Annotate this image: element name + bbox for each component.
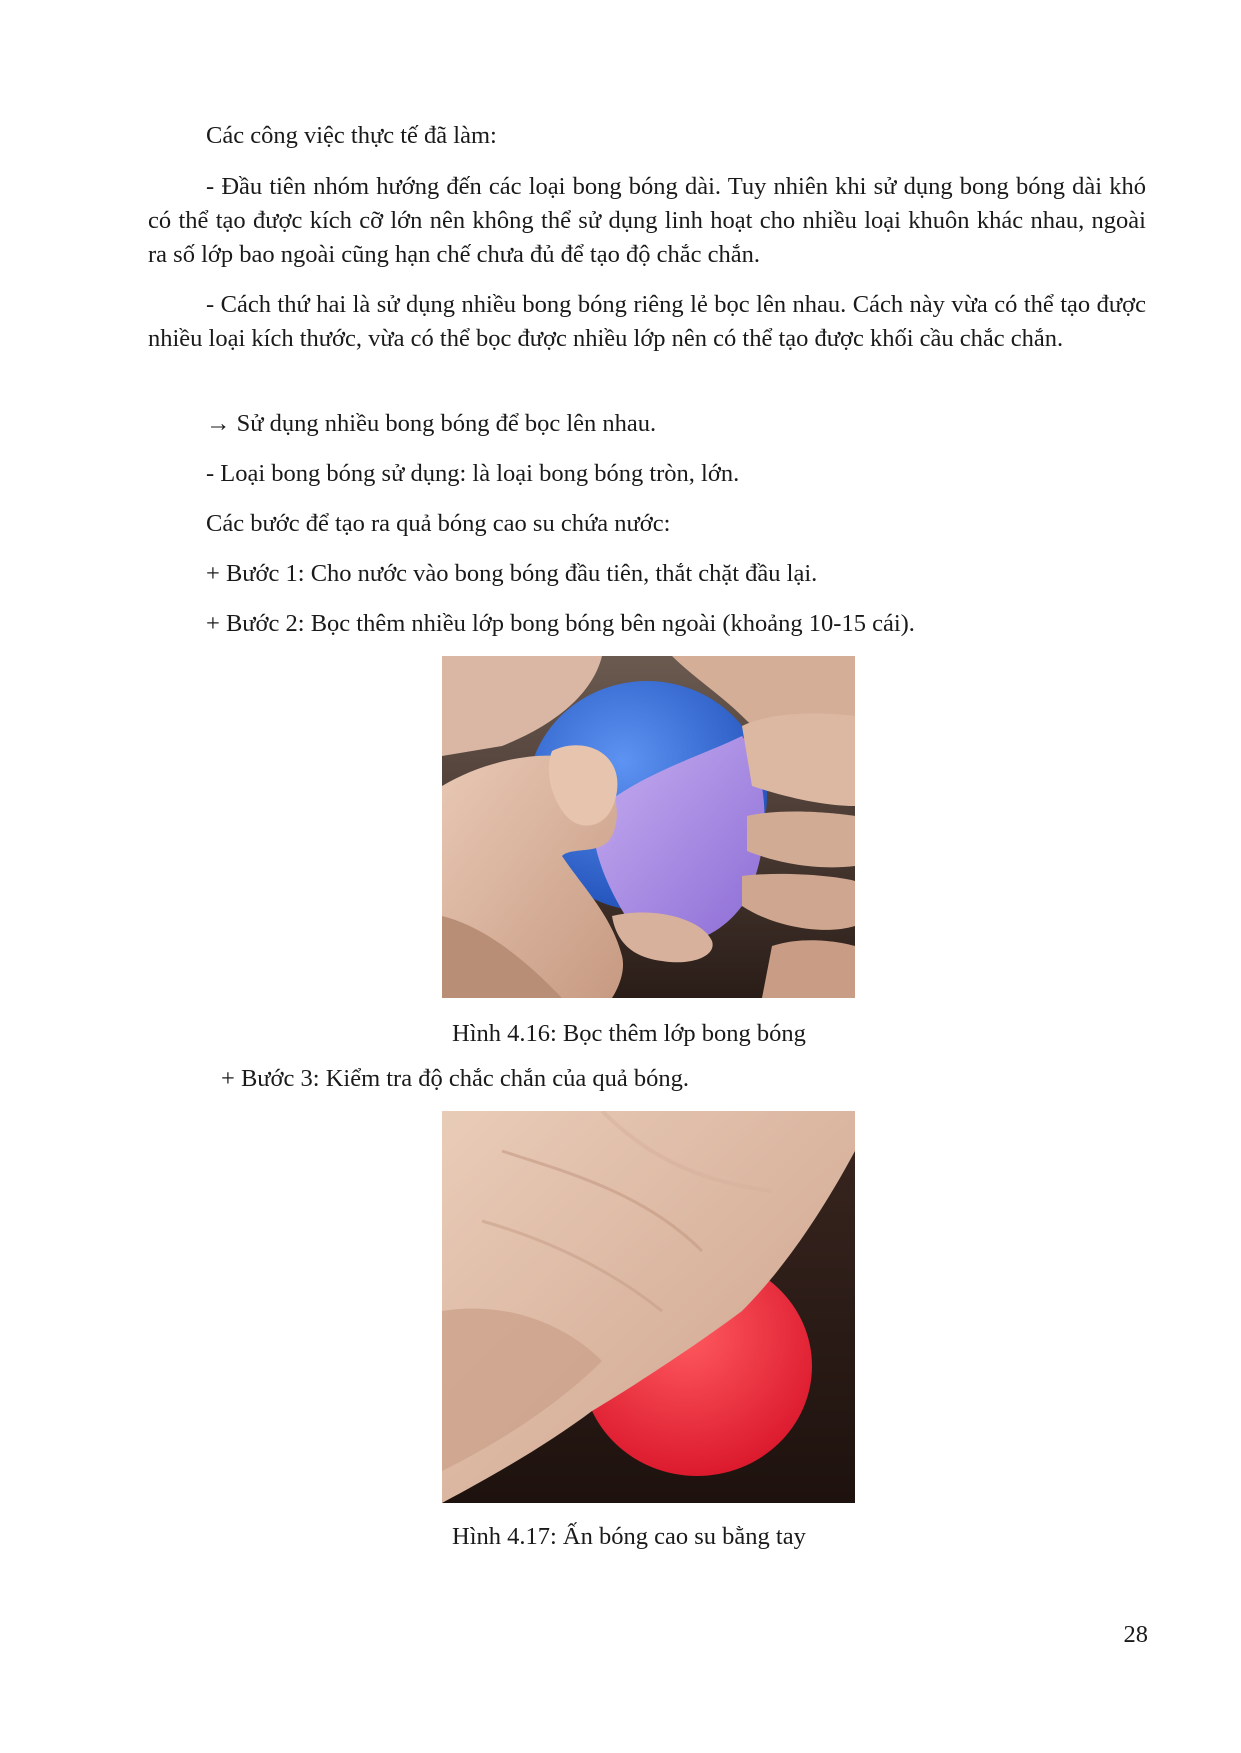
wrapping-balloon-illustration (442, 656, 855, 998)
steps-intro-line: Các bước để tạo ra quả bóng cao su chứa nước: (206, 510, 671, 537)
figure-wrapping-balloon-photo (442, 656, 855, 998)
intro-line: Các công việc thực tế đã làm: (206, 122, 497, 149)
step-3-line: + Bước 3: Kiểm tra độ chắc chắn của quả bóng. (221, 1065, 689, 1092)
conclusion-line: → Sử dụng nhiều bong bóng để bọc lên nhau. (206, 410, 657, 437)
step-2-line: + Bước 2: Bọc thêm nhiều lớp bong bóng bên ngoài (khoảng 10-15 cái). (206, 610, 915, 637)
page-number: 28 (1123, 1621, 1148, 1648)
paragraph-separate-balloons: - Cách thứ hai là sử dụng nhiều bong bóng riêng lẻ bọc lên nhau. Cách này vừa có thể tạo được nhiều loại kích thước, vừa có thể bọc được nhiều lớp nên có thể tạo được khối cầu chắc chắn. (148, 291, 1146, 352)
balloon-type-line: - Loại bong bóng sử dụng: là loại bong bóng tròn, lớn. (206, 460, 740, 487)
figure-pressing-ball-photo (442, 1111, 855, 1503)
figure-1-caption: Hình 4.16: Bọc thêm lớp bong bóng (452, 1020, 806, 1047)
paragraph-long-balloons: - Đầu tiên nhóm hướng đến các loại bong bóng dài. Tuy nhiên khi sử dụng bong bóng dài khó có thể tạo được kích cỡ lớn nên không thể sử dụng linh hoạt cho nhiều loại khuôn khác nhau, ngoài ra số lớp bao ngoài cũng hạn chế chưa đủ để tạo độ chắc chắn. (148, 173, 1146, 268)
pressing-ball-illustration (442, 1111, 855, 1503)
figure-2-caption: Hình 4.17: Ấn bóng cao su bằng tay (452, 1523, 806, 1550)
step-1-line: + Bước 1: Cho nước vào bong bóng đầu tiên, thắt chặt đầu lại. (206, 560, 818, 587)
